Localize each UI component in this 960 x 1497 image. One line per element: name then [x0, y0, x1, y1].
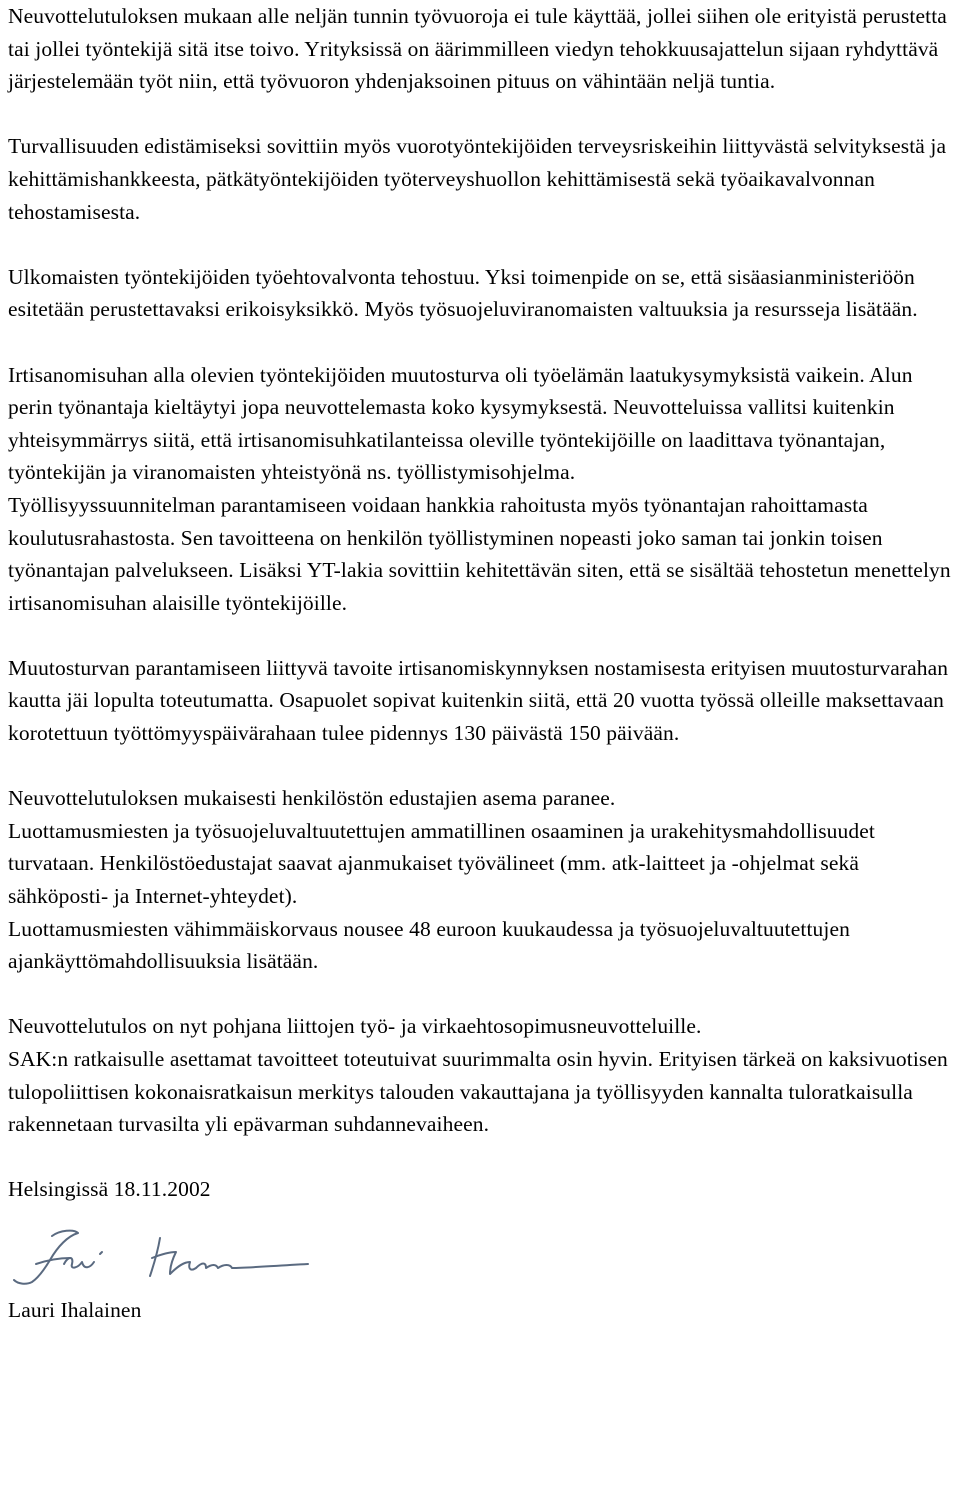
- paragraph-change-security: [8, 359, 956, 620]
- paragraph-text: Turvallisuuden edistämiseksi sovittiin myös vuorotyöntekijöiden terveysriskeihin liittyvästä selvityksestä ja kehittämishankkeesta, pätkätyöntekijöiden työterveyshuollon kehittämisestä sekä työaikavalvonnan tehostamisesta.: [8, 134, 947, 224]
- handwritten-signature: [8, 1224, 328, 1288]
- paragraph-foreign-workers: [8, 261, 956, 326]
- paragraph-text: Työllisyyssuunnitelman parantamiseen voidaan hankkia rahoitusta myös työnantajan rahoittamasta koulutusrahastosta. Sen tavoitteena on henkilön työllistyminen nopeasti joko saman tai jonkin toisen työnantajan palvelukseen. Lisäksi YT-lakia sovittiin kehitettävän siten, että se sisältää tehostetun menettelyn irtisanomisuhan alaisille työntekijöille.: [8, 492, 951, 615]
- paragraph-text: Luottamusmiesten ja työsuojeluvaltuutettujen ammatillinen osaaminen ja urakehitysmahdollisuudet turvataan. Henkilöstöedustajat saavat ajanmukaiset työvälineet (mm. atk-laitteet ja -ohjelmat sekä sähköposti- ja Internet-yhteydet).: [8, 818, 875, 909]
- paragraph-safety: [8, 130, 956, 228]
- paragraph-text: Ulkomaisten työntekijöiden työehtovalvonta tehostuu. Yksi toimenpide on se, että sisäasianministeriöön esitetään perustettavaksi erikoisyksikkö. Myös työsuojeluviranomaisten valtuuksia ja resursseja lisätään.: [8, 264, 918, 322]
- place-and-date: Helsingissä 18.11.2002: [8, 1177, 211, 1202]
- paragraph-text: Irtisanomisuhan alla olevien työntekijöiden muutosturva oli työelämän laatukysymyksistä vaikein. Alun perin työnantaja kieltäytyi jopa neuvottelemasta koko kysymyksestä. Neuvotteluissa vallitsi kuitenkin yhteisymmärrys siitä, että irtisanomisuhkatilanteissa oleville työntekijöille on laadittava työnantajan, työntekijän ja viranomaisten yhteistyönä ns. työllistymisohjelma.: [8, 362, 913, 485]
- paragraph-text: SAK:n ratkaisulle asettamat tavoitteet toteutuivat suurimmalta osin hyvin. Erityisen tärkeä on kaksivuotisen tulopoliittisen kokonaisratkaisun merkitys talouden vakauttajana ja työllisyyden kannalta tuloratkaisulla rakennetaan turvasilta yli epävarman suhdannevaiheen.: [8, 1047, 948, 1137]
- paragraph-staff-representatives: [8, 782, 956, 978]
- paragraph-text: Neuvottelutuloksen mukaisesti henkilöstön edustajien asema paranee.: [8, 786, 616, 811]
- paragraph-text: Muutosturvan parantamiseen liittyvä tavoite irtisanomiskynnyksen nostamisesta erityisen muutosturvarahan kautta jäi lopulta toteutumatta. Osapuolet sopivat kuitenkin siitä, että 20 vuotta työssä olleille maksettavaan korotettuun työttömyyspäivärahaan tulee pidennys 130 päivästä 150 päivään.: [8, 655, 949, 746]
- signer-name: Lauri Ihalainen: [8, 1297, 142, 1322]
- paragraph-text: Neuvottelutulos on nyt pohjana liittojen työ- ja virkaehtosopimusneuvotteluille.: [8, 1014, 702, 1039]
- paragraph-shift-length: [8, 0, 956, 98]
- paragraph-text: Luottamusmiesten vähimmäiskorvaus nousee 48 euroon kuukaudessa ja työsuojeluvaltuutettujen ajankäyttömahdollisuuksia lisätään.: [8, 916, 850, 974]
- paragraph-conclusion: [8, 1010, 956, 1140]
- document-page: [8, 0, 956, 1327]
- paragraph-text: Neuvottelutuloksen mukaan alle neljän tunnin työvuoroja ei tule käyttää, jollei siihen ole erityistä perustetta tai jollei työntekijä sitä itse toivo. Yrityksissä on äärimmilleen viedyn tehokkuusajattelun sijaan ryhdyttävä järjestelemään työt niin, että työvuoron yhdenjaksoinen pituus on vähintään neljä tuntia.: [8, 4, 947, 94]
- paragraph-unemployment-allowance: [8, 652, 956, 750]
